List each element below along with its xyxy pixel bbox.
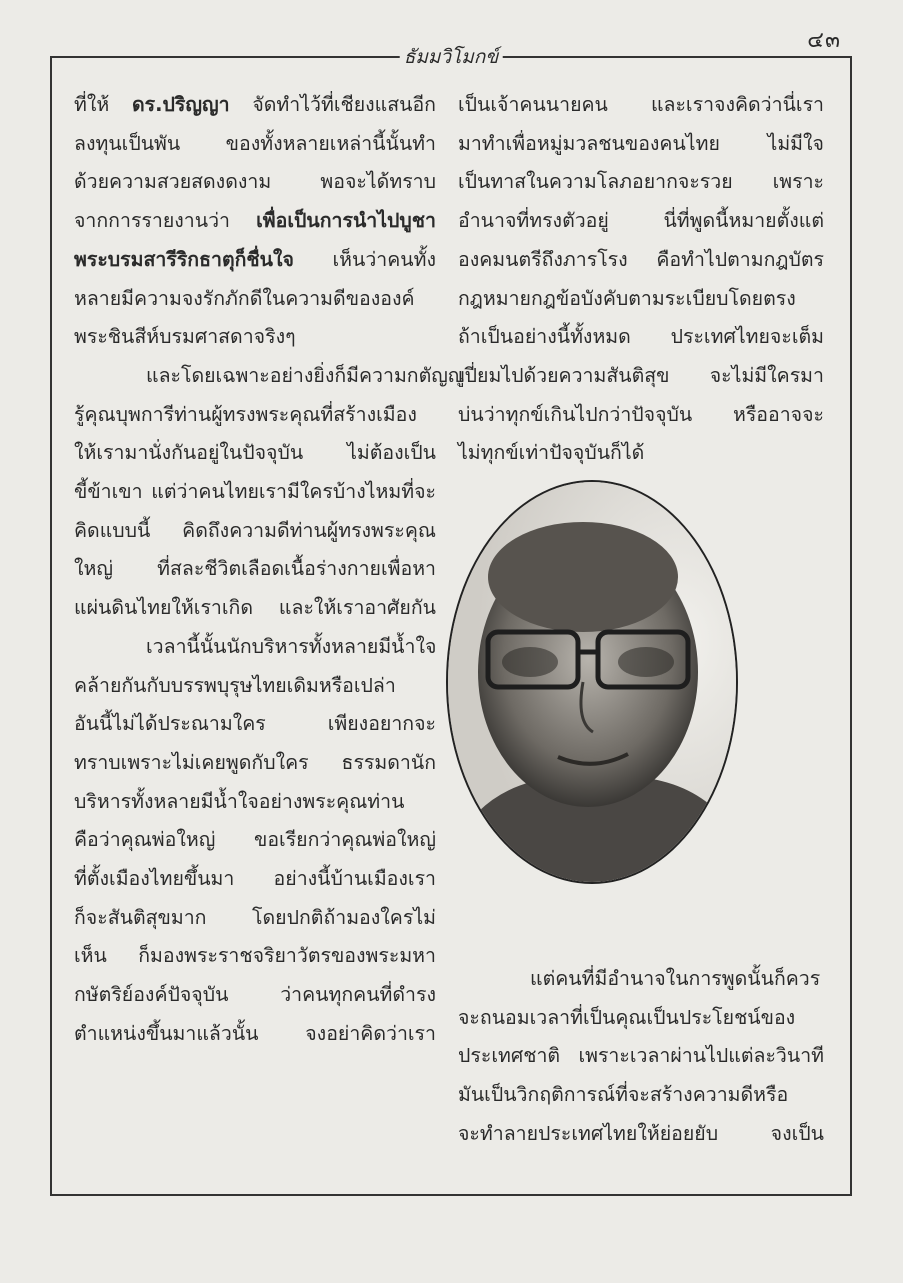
- left-column: [74, 86, 465, 1054]
- text-line: ให้เรามานั่งกันอยู่ในปัจจุบัน ไม่ต้องเป็น: [74, 441, 436, 465]
- bold-phrase: เพื่อเป็นการนำไปบูชา: [256, 209, 436, 233]
- text-line: กษัตริย์องค์ปัจจุบัน ว่าคนทุกคนที่ดำรง: [74, 983, 436, 1007]
- text-line: แต่คนที่มีอำนาจในการพูดนั้นก็ควร: [530, 967, 821, 990]
- text-line: คล้ายกันกับบรรพบุรุษไทยเดิมหรือเปล่า: [74, 673, 396, 697]
- text-line: พระบรมสารีริกธาตุก็ชื่นใจ เห็นว่าคนทั้ง: [74, 247, 436, 271]
- text-line: ที่ให้ ดร.ปริญญา จัดทำไว้ที่เชียงแสนอีก: [74, 93, 436, 116]
- text-line: ใหญ่ ที่สละชีวิตเลือดเนื้อร่างกายเพื่อหา: [74, 557, 436, 581]
- text-line: หลายมีความจงรักภักดีในความดีขององค์: [74, 286, 415, 310]
- text-line: พระชินสีห์บรมศาสดาจริงๆ: [74, 325, 296, 349]
- running-header-title: ธัมมวิโมกข์: [400, 42, 503, 72]
- right-column-continued: [458, 960, 824, 1154]
- text-line: บ่นว่าทุกข์เกินไปกว่าปัจจุบัน หรืออาจจะ: [458, 402, 824, 426]
- bold-phrase: พระบรมสารีริกธาตุก็ชื่นใจ: [74, 247, 294, 271]
- text-line: จะทำลายประเทศไทยให้ย่อยยับ จงเป็น: [458, 1121, 824, 1145]
- text-line: และโดยเฉพาะอย่างยิ่งก็มีความกตัญญู: [146, 363, 465, 387]
- text-line: อันนี้ไม่ได้ประณามใคร เพียงอยากจะ: [74, 712, 436, 736]
- text-line: คือว่าคุณพ่อใหญ่ ขอเรียกว่าคุณพ่อใหญ่: [74, 828, 436, 852]
- text-line: มันเป็นวิกฤติการณ์ที่จะสร้างความดีหรือ: [458, 1083, 789, 1107]
- text-line: เป็นทาสในความโลภอยากจะรวย เพราะ: [458, 170, 824, 194]
- text-line: บริหารทั้งหลายมีน้ำใจอย่างพระคุณท่าน: [74, 789, 405, 813]
- text-line: ก็จะสันติสุขมาก โดยปกติถ้ามองใครไม่: [74, 905, 436, 929]
- text-line: ตำแหน่งขึ้นมาแล้วนั้น จงอย่าคิดว่าเรา: [74, 1021, 436, 1045]
- text-line: ประเทศชาติ เพราะเวลาผ่านไปแต่ละวินาที: [458, 1044, 824, 1068]
- text-line: ถ้าเป็นอย่างนี้ทั้งหมด ประเทศไทยจะเต็ม: [458, 325, 824, 349]
- text-line: ลงทุนเป็นพัน ของทั้งหลายเหล่านี้นั้นทำ: [74, 131, 436, 155]
- text-line: ขี้ข้าเขา แต่ว่าคนไทยเรามีใครบ้างไหมที่จะ: [74, 480, 436, 504]
- text-line: เห็น ก็มองพระราชจริยาวัตรของพระมหา: [74, 944, 436, 968]
- text-line: ด้วยความสวยสดงดงาม พอจะได้ทราบ: [74, 170, 436, 194]
- text-line: องคมนตรีถึงภารโรง คือทำไปตามกฎบัตร: [458, 247, 824, 271]
- text-line: มาทำเพื่อหมู่มวลชนของคนไทย ไม่มีใจ: [458, 131, 824, 155]
- text-line: จะถนอมเวลาที่เป็นคุณเป็นประโยชน์ของ: [458, 1005, 796, 1029]
- page-number: ๔๓: [807, 28, 841, 53]
- text-line: ที่ตั้งเมืองไทยขึ้นมา อย่างนี้บ้านเมืองเรา: [74, 867, 436, 891]
- bold-name: ดร.ปริญญา: [131, 93, 230, 116]
- text-line: คิดแบบนี้ คิดถึงความดีท่านผู้ทรงพระคุณ: [74, 518, 436, 542]
- text-line: อำนาจที่ทรงตัวอยู่ นี่ที่พูดนี้หมายตั้งแต่: [458, 209, 824, 233]
- text-line: ไม่ทุกข์เท่าปัจจุบันก็ได้: [458, 441, 645, 465]
- text-line: แผ่นดินไทยให้เราเกิด และให้เราอาศัยกัน: [74, 596, 436, 620]
- text-line: รู้คุณบุพการีท่านผู้ทรงพระคุณที่สร้างเมือง: [74, 402, 417, 426]
- portrait-photo: [448, 482, 736, 882]
- right-column: [458, 86, 824, 473]
- text-line: เปี่ยมไปด้วยความสันติสุข จะไม่มีใครมา: [458, 363, 824, 387]
- text-line: จากการรายงานว่า เพื่อเป็นการนำไปบูชา: [74, 209, 436, 233]
- text-line: เป็นเจ้าคนนายคน และเราจงคิดว่านี่เรา: [458, 93, 824, 116]
- text-line: กฎหมายกฎข้อบังคับตามระเบียบโดยตรง: [458, 286, 796, 310]
- text-line: เวลานี้นั้นนักบริหารทั้งหลายมีน้ำใจ: [146, 634, 437, 658]
- monk-portrait-icon: [446, 480, 738, 884]
- text-line: ทราบเพราะไม่เคยพูดกับใคร ธรรมดานัก: [74, 750, 436, 774]
